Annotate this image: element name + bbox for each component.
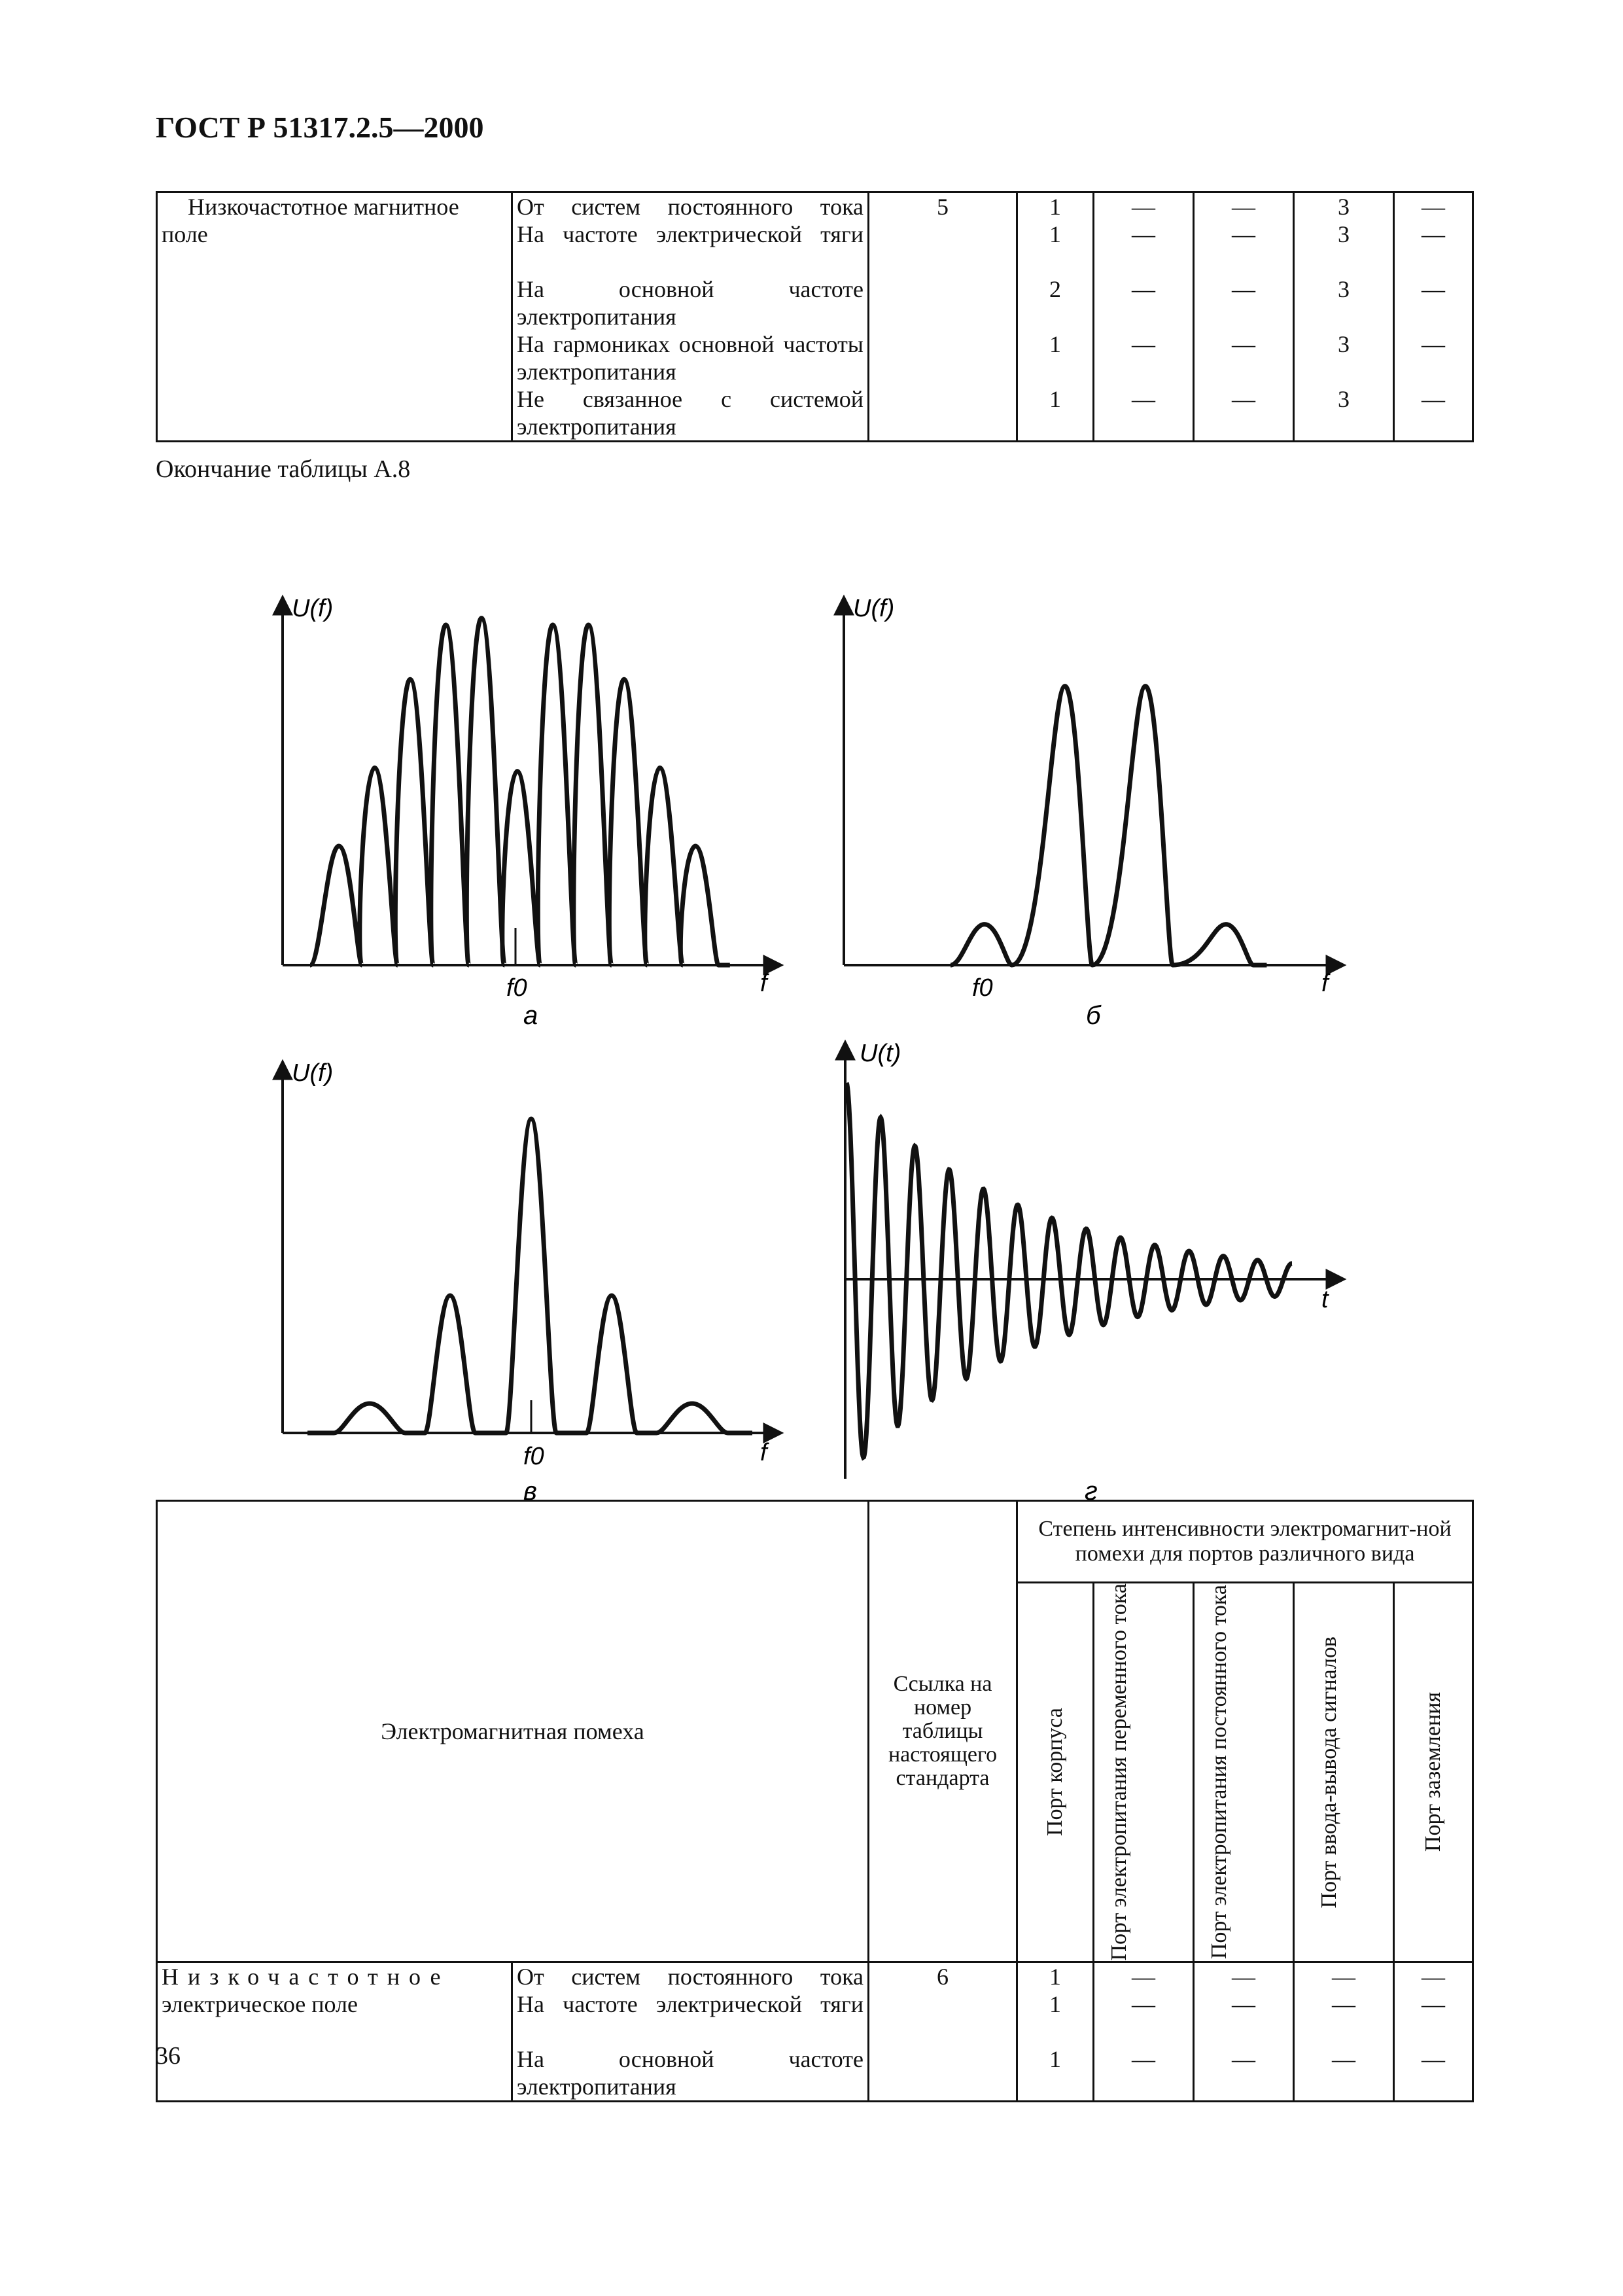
header-degree: Степень интенсивности электромагнит-ной помехи для портов различного вида bbox=[1017, 1501, 1473, 1583]
header-port: Порт электропитания постоянного тока bbox=[1194, 1583, 1294, 1962]
p1-cell: 1 bbox=[1017, 1962, 1094, 1990]
source-cell: На основной частоте электропитания bbox=[512, 2045, 869, 2102]
y-axis-label: U(f) bbox=[853, 595, 895, 622]
p5-cell: — bbox=[1394, 385, 1473, 442]
p3-cell: — bbox=[1194, 1990, 1294, 2045]
p5-cell: — bbox=[1394, 275, 1473, 330]
p2-cell: — bbox=[1094, 275, 1194, 330]
x-axis-label: f bbox=[760, 970, 767, 997]
p4-cell: — bbox=[1294, 1990, 1394, 2045]
header-port: Порт корпуса bbox=[1017, 1583, 1094, 1962]
spectrum-curve bbox=[310, 618, 730, 965]
p4-cell: — bbox=[1294, 1962, 1394, 1990]
p3-cell: — bbox=[1194, 221, 1294, 275]
x-axis-label: f bbox=[1321, 970, 1329, 997]
p1-cell: 1 bbox=[1017, 385, 1094, 442]
source-cell: От систем постоянного тока bbox=[512, 192, 869, 221]
page-header: ГОСТ Р 51317.2.5—2000 bbox=[156, 111, 484, 144]
p3-cell: — bbox=[1194, 385, 1294, 442]
p5-cell: — bbox=[1394, 330, 1473, 385]
table-electric-field bbox=[156, 1500, 1474, 2102]
p4-cell: 3 bbox=[1294, 275, 1394, 330]
header-interference: Электромагнитная помеха bbox=[157, 1501, 869, 1962]
p2-cell: — bbox=[1094, 192, 1194, 221]
p1-cell: 1 bbox=[1017, 192, 1094, 221]
y-axis-label: U(f) bbox=[292, 595, 334, 622]
subfigure-label: в bbox=[523, 1477, 537, 1505]
x-axis-label: t bbox=[1321, 1286, 1329, 1313]
spectrum-curve bbox=[951, 686, 1266, 965]
p2-cell: — bbox=[1094, 1990, 1194, 2045]
p3-cell: — bbox=[1194, 1962, 1294, 1990]
source-cell: На основной частоте электропитания bbox=[512, 275, 869, 330]
subfigure-label: а bbox=[523, 1001, 538, 1030]
table-row bbox=[157, 1962, 1473, 1990]
p5-cell: — bbox=[1394, 2045, 1473, 2102]
p3-cell: — bbox=[1194, 330, 1294, 385]
ref-cell: 5 bbox=[869, 192, 1017, 442]
f0-label: f0 bbox=[972, 974, 993, 1002]
ref-cell: 6 bbox=[869, 1962, 1017, 2101]
f0-label: f0 bbox=[506, 974, 527, 1002]
source-cell: На частоте электрической тяги bbox=[512, 221, 869, 275]
y-axis-label: U(f) bbox=[292, 1059, 334, 1087]
p2-cell: — bbox=[1094, 330, 1194, 385]
p1-cell: 1 bbox=[1017, 2045, 1094, 2102]
source-cell: На частоте электрической тяги bbox=[512, 1990, 869, 2045]
y-axis-label: U(t) bbox=[860, 1040, 901, 1067]
source-cell: На гармониках основной частоты электропитания bbox=[512, 330, 869, 385]
p3-cell: — bbox=[1194, 2045, 1294, 2102]
p5-cell: — bbox=[1394, 1990, 1473, 2045]
header-port: Порт заземления bbox=[1394, 1583, 1473, 1962]
p5-cell: — bbox=[1394, 192, 1473, 221]
source-cell: От систем постоянного тока bbox=[512, 1962, 869, 1990]
subfigure-label: г bbox=[1085, 1477, 1098, 1505]
source-cell: Не связанное с системой электропитания bbox=[512, 385, 869, 442]
p4-cell: 3 bbox=[1294, 330, 1394, 385]
group-cell bbox=[157, 1962, 512, 2101]
group-cell: Низкочастотное магнитное поле bbox=[157, 192, 512, 442]
p2-cell: — bbox=[1094, 385, 1194, 442]
figure-d bbox=[844, 1040, 1342, 1505]
figure-c bbox=[283, 1059, 780, 1505]
p5-cell: — bbox=[1394, 221, 1473, 275]
p2-cell: — bbox=[1094, 2045, 1194, 2102]
p2-cell: — bbox=[1094, 1962, 1194, 1990]
header-port: Порт электропитания переменного тока bbox=[1094, 1583, 1194, 1962]
group-rest: электрическое поле bbox=[162, 1990, 358, 2017]
x-axis-label: f bbox=[760, 1439, 767, 1466]
p3-cell: — bbox=[1194, 275, 1294, 330]
p1-cell: 2 bbox=[1017, 275, 1094, 330]
p2-cell: — bbox=[1094, 221, 1194, 275]
f0-label: f0 bbox=[523, 1443, 544, 1470]
table-caption: Окончание таблицы А.8 bbox=[156, 455, 411, 483]
p4-cell: 3 bbox=[1294, 385, 1394, 442]
p1-cell: 1 bbox=[1017, 330, 1094, 385]
p4-cell: 3 bbox=[1294, 221, 1394, 275]
p1-cell: 1 bbox=[1017, 1990, 1094, 2045]
p1-cell: 1 bbox=[1017, 221, 1094, 275]
p4-cell: — bbox=[1294, 2045, 1394, 2102]
p5-cell: — bbox=[1394, 1962, 1473, 1990]
p4-cell: 3 bbox=[1294, 192, 1394, 221]
p3-cell: — bbox=[1194, 192, 1294, 221]
figure-b bbox=[844, 595, 1342, 1030]
figure-a bbox=[283, 595, 780, 1030]
header-port: Порт ввода-вывода сигналов bbox=[1294, 1583, 1394, 1962]
group-word: Низкочастотное bbox=[162, 1963, 450, 1990]
header-ref: Ссылка на номер таблицы настоящего стандарта bbox=[869, 1501, 1017, 1962]
subfigure-label: б bbox=[1086, 1001, 1101, 1030]
spectrum-curve bbox=[307, 1119, 752, 1433]
page-number: 36 bbox=[156, 2042, 181, 2070]
oscillation-curve bbox=[846, 1083, 1292, 1457]
